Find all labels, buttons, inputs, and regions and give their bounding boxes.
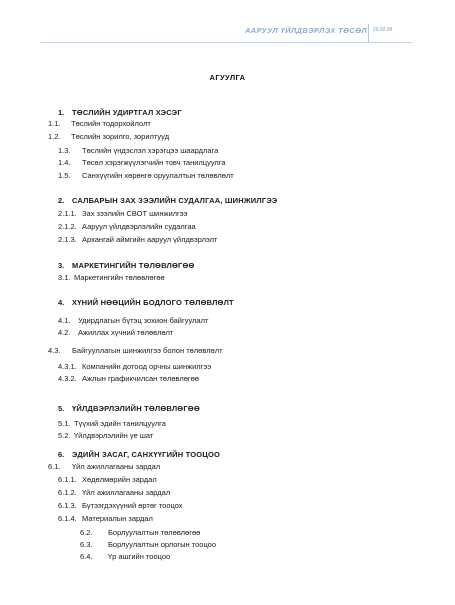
toc-text: Төслийн зорилго, зорилтууд: [71, 132, 170, 141]
toc-number: 6.1.1.: [58, 475, 77, 484]
toc-number: 6.: [58, 450, 65, 459]
toc-number: 6.1.3.: [58, 501, 77, 510]
toc-text: Архангай аймгийн ааруул үйлдвэрлэлт: [82, 235, 218, 244]
toc-number: 4.3.: [48, 346, 61, 355]
toc-text: Үйлдвэрлэлийн үе шат: [74, 431, 154, 440]
toc-number: 1.4.: [58, 158, 71, 167]
toc-number: 5.1.: [58, 419, 71, 428]
toc-number: 5.2.: [58, 431, 71, 440]
toc-text: Үйл ажиллагааны зардал: [82, 488, 171, 497]
toc-number: 2.1.3.: [58, 235, 77, 244]
toc-text: Үйл ажиллагааны зардал: [72, 462, 161, 471]
toc-number: 1.2.: [48, 132, 61, 141]
toc-number: 6.4.: [80, 552, 93, 561]
toc-text: Үр ашгийн тооцоо: [108, 552, 171, 561]
toc-text: Санхүүгийн хөрөнгө оруулалтын төлөвлөлт: [82, 171, 234, 180]
toc-number: 3.1.: [58, 273, 71, 282]
toc-number: 5.: [58, 404, 65, 413]
toc-number: 6.1.2.: [58, 488, 77, 497]
toc-text: ЭДИЙН ЗАСАГ, САНХҮҮГИЙН ТООЦОО: [72, 450, 221, 459]
toc-text: Байгууллагын шинжилгээ болон төлөвлөлт: [72, 346, 223, 355]
toc-number: 1.1.: [48, 119, 61, 128]
toc-number: 4.3.1.: [58, 362, 77, 371]
toc-text: Төслийн тодорхойлолт: [71, 119, 151, 128]
toc-number: 6.1.: [48, 462, 61, 471]
toc-number: 6.3.: [80, 540, 93, 549]
page-header: [0, 24, 455, 44]
toc-text: Ажиллах хүчний төлөвлөлт: [78, 328, 174, 337]
toc-text: ТӨСЛИЙН УДИРТГАЛ ХЭСЭГ: [72, 108, 182, 117]
toc-number: 4.3.2.: [58, 374, 77, 383]
toc-text: Ажлын графикчилсан төлөвлөгөө: [82, 374, 199, 383]
toc-text: Бүтээгдэхүүний өртөг тооцох: [82, 501, 183, 510]
toc-number: 6.2.: [80, 528, 93, 537]
toc-number: 2.1.1.: [58, 209, 77, 218]
header-rule: [40, 42, 412, 43]
header-title: ААРУУЛ ҮЙЛДВЭРЛЭХ ТӨСӨЛ: [244, 26, 367, 35]
toc-text: МАРКЕТИНГИЙН ТӨЛӨВЛӨГӨӨ: [72, 261, 195, 270]
toc-text: Ааруул үйлдвэрлэлийн судалгаа: [82, 222, 196, 231]
header-page-number: 20.02.08: [373, 27, 393, 33]
toc-number: 6.1.4.: [58, 514, 77, 523]
toc-text: Борлуулалтын төлөвлөгөө: [108, 528, 201, 537]
toc-text: Маркетингийн төлөвлөгөө: [74, 273, 165, 282]
toc-text: ХҮНИЙ НӨӨЦИЙН БОДЛОГО ТӨЛӨВЛӨЛТ: [72, 298, 234, 307]
toc-text: САЛБАРЫН ЗАХ ЗЭЭЛИЙН СУДАЛГАА, ШИНЖИЛГЭЭ: [72, 196, 278, 205]
toc-number: 3.: [58, 261, 65, 270]
toc-text: Хөдөлмөрийн зардал: [82, 475, 157, 484]
toc-text: Төсөл хэрэгжүүлэгчийн товч танилцуулга: [82, 158, 226, 167]
toc-number: 1.: [58, 108, 65, 117]
toc-number: 4.2.: [58, 328, 71, 337]
toc-number: 4.1.: [58, 316, 71, 325]
toc-text: Удирдлагын бүтэц зохион байгуулалт: [78, 316, 209, 325]
toc-number: 2.: [58, 196, 65, 205]
toc-text: Компанийн дотоод орчны шинжилгээ: [82, 362, 212, 371]
toc-text: Материалын зардал: [82, 514, 153, 523]
toc-number: 4.: [58, 298, 65, 307]
toc-number: 1.5.: [58, 171, 71, 180]
toc-text: Түүхий эдийн танилцуулга: [74, 419, 166, 428]
header-divider: [368, 24, 369, 42]
toc-text: Төслийн үндэслэл хэрэгцээ шаардлага: [82, 146, 219, 155]
toc-text: ҮЙЛДВЭРЛЭЛИЙН ТӨЛӨВЛӨГӨӨ: [72, 404, 200, 413]
toc-number: 1.3.: [58, 146, 71, 155]
toc-number: 2.1.2.: [58, 222, 77, 231]
toc-text: Борлуулалтын орлогын тооцоо: [108, 540, 217, 549]
toc-title: АГУУЛГА: [209, 73, 246, 82]
toc-text: Зах зээлийн СВОТ шинжилгээ: [82, 209, 188, 218]
